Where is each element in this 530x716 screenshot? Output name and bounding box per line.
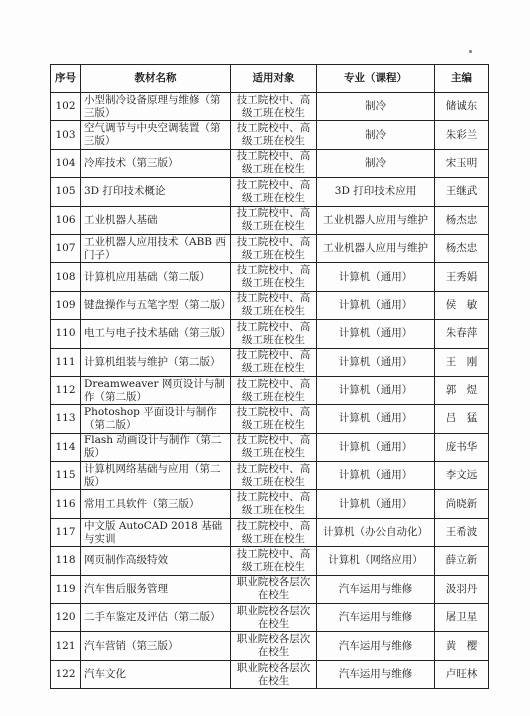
target-audience: 技工院校中、高级工班在校生: [231, 348, 317, 376]
table-row: [51, 263, 489, 291]
table-row: [51, 433, 489, 461]
table-row: [51, 234, 489, 262]
textbook-name: 冷库技术（第三版）: [81, 149, 231, 177]
chief-editor: 王秀娟: [435, 263, 489, 291]
row-number: 114: [51, 433, 81, 461]
table-body: [51, 93, 489, 689]
chief-editor: 吕 猛: [435, 405, 489, 433]
textbook-name: 小型制冷设备原理与维修（第三版）: [81, 93, 231, 121]
row-number: 110: [51, 320, 81, 348]
major-course: 计算机（通用）: [317, 433, 435, 461]
header-no: 序号: [51, 65, 81, 93]
target-audience: 职业院校各层次在校生: [231, 604, 317, 632]
target-audience: 技工院校中、高级工班在校生: [231, 291, 317, 319]
textbook-name: 常用工具软件（第三版）: [81, 490, 231, 518]
textbook-name: 键盘操作与五笔字型（第二版）: [81, 291, 231, 319]
row-number: 117: [51, 518, 81, 546]
major-course: 计算机（网络应用）: [317, 547, 435, 575]
table-row: [51, 632, 489, 660]
chief-editor: 薛立新: [435, 547, 489, 575]
target-audience: 职业院校各层次在校生: [231, 575, 317, 603]
chief-editor: 朱春萍: [435, 320, 489, 348]
table-row: [51, 547, 489, 575]
major-course: 计算机（通用）: [317, 462, 435, 490]
row-number: 102: [51, 93, 81, 121]
table-row: [51, 490, 489, 518]
major-course: 制冷: [317, 121, 435, 149]
row-number: 122: [51, 660, 81, 688]
row-number: 104: [51, 149, 81, 177]
target-audience: 技工院校中、高级工班在校生: [231, 462, 317, 490]
target-audience: 技工院校中、高级工班在校生: [231, 206, 317, 234]
major-course: 计算机（通用）: [317, 263, 435, 291]
header-major: 专业（课程）: [317, 65, 435, 93]
textbook-table: [50, 64, 489, 689]
table-row: [51, 660, 489, 688]
row-number: 116: [51, 490, 81, 518]
target-audience: 技工院校中、高级工班在校生: [231, 376, 317, 404]
target-audience: 技工院校中、高级工班在校生: [231, 263, 317, 291]
row-number: 112: [51, 376, 81, 404]
target-audience: 职业院校各层次在校生: [231, 660, 317, 688]
row-number: 115: [51, 462, 81, 490]
target-audience: 技工院校中、高级工班在校生: [231, 547, 317, 575]
row-number: 113: [51, 405, 81, 433]
textbook-name: 工业机器人应用技术（ABB 西门子）: [81, 234, 231, 262]
major-course: 工业机器人应用与维护: [317, 206, 435, 234]
row-number: 119: [51, 575, 81, 603]
row-number: 108: [51, 263, 81, 291]
target-audience: 职业院校各层次在校生: [231, 632, 317, 660]
chief-editor: 王希波: [435, 518, 489, 546]
textbook-name: 计算机网络基础与应用（第二版）: [81, 462, 231, 490]
header-target: 适用对象: [231, 65, 317, 93]
textbook-name: 汽车售后服务管理: [81, 575, 231, 603]
major-course: 工业机器人应用与维护: [317, 234, 435, 262]
chief-editor: 屠卫星: [435, 604, 489, 632]
textbook-name: 工业机器人基础: [81, 206, 231, 234]
textbook-name: 二手车鉴定及评估（第二版）: [81, 604, 231, 632]
major-course: 制冷: [317, 93, 435, 121]
textbook-name: Flash 动画设计与制作（第二版）: [81, 433, 231, 461]
chief-editor: 杨杰忠: [435, 206, 489, 234]
major-course: 计算机（通用）: [317, 405, 435, 433]
chief-editor: 侯 敏: [435, 291, 489, 319]
major-course: 汽车运用与维修: [317, 604, 435, 632]
chief-editor: 宋玉明: [435, 149, 489, 177]
major-course: 3D 打印技术应用: [317, 178, 435, 206]
chief-editor: 李文远: [435, 462, 489, 490]
textbook-name: Photoshop 平面设计与制作（第二版）: [81, 405, 231, 433]
table-row: [51, 121, 489, 149]
textbook-name: 计算机应用基础（第二版）: [81, 263, 231, 291]
textbook-name: 计算机组装与维护（第二版）: [81, 348, 231, 376]
target-audience: 技工院校中、高级工班在校生: [231, 234, 317, 262]
textbook-name: 汽车营销（第三版）: [81, 632, 231, 660]
textbook-name: 网页制作高级特效: [81, 547, 231, 575]
target-audience: 技工院校中、高级工班在校生: [231, 405, 317, 433]
row-number: 103: [51, 121, 81, 149]
table-row: [51, 376, 489, 404]
major-course: 计算机（通用）: [317, 490, 435, 518]
table-row: [51, 604, 489, 632]
major-course: 计算机（通用）: [317, 291, 435, 319]
chief-editor: 卢旺林: [435, 660, 489, 688]
table-row: [51, 405, 489, 433]
chief-editor: 储诚东: [435, 93, 489, 121]
major-course: 制冷: [317, 149, 435, 177]
target-audience: 技工院校中、高级工班在校生: [231, 433, 317, 461]
table-row: [51, 93, 489, 121]
row-number: 121: [51, 632, 81, 660]
chief-editor: 王 刚: [435, 348, 489, 376]
textbook-name: 电工与电子技术基础（第三版）: [81, 320, 231, 348]
chief-editor: 尚晓新: [435, 490, 489, 518]
textbook-name: 3D 打印技术概论: [81, 178, 231, 206]
row-number: 105: [51, 178, 81, 206]
chief-editor: 汲羽丹: [435, 575, 489, 603]
row-number: 111: [51, 348, 81, 376]
table-row: [51, 206, 489, 234]
row-number: 107: [51, 234, 81, 262]
textbook-name: 汽车文化: [81, 660, 231, 688]
row-number: 118: [51, 547, 81, 575]
major-course: 汽车运用与维修: [317, 660, 435, 688]
target-audience: 技工院校中、高级工班在校生: [231, 518, 317, 546]
table-row: [51, 320, 489, 348]
chief-editor: 黄 樱: [435, 632, 489, 660]
scan-mark: [469, 50, 472, 53]
table-row: [51, 291, 489, 319]
chief-editor: 王继武: [435, 178, 489, 206]
target-audience: 技工院校中、高级工班在校生: [231, 149, 317, 177]
target-audience: 技工院校中、高级工班在校生: [231, 121, 317, 149]
chief-editor: 庞书华: [435, 433, 489, 461]
table-row: [51, 348, 489, 376]
row-number: 120: [51, 604, 81, 632]
textbook-name: 中文版 AutoCAD 2018 基础与实训: [81, 518, 231, 546]
row-number: 109: [51, 291, 81, 319]
target-audience: 技工院校中、高级工班在校生: [231, 178, 317, 206]
table-row: [51, 462, 489, 490]
header-name: 教材名称: [81, 65, 231, 93]
textbook-name: Dreamweaver 网页设计与制作（第二版）: [81, 376, 231, 404]
table-row: [51, 518, 489, 546]
chief-editor: 郭 煜: [435, 376, 489, 404]
major-course: 计算机（通用）: [317, 320, 435, 348]
header-editor: 主编: [435, 65, 489, 93]
chief-editor: 朱彩兰: [435, 121, 489, 149]
table-row: [51, 149, 489, 177]
major-course: 计算机（通用）: [317, 376, 435, 404]
target-audience: 技工院校中、高级工班在校生: [231, 320, 317, 348]
table-row: [51, 575, 489, 603]
textbook-name: 空气调节与中央空调装置（第三版）: [81, 121, 231, 149]
target-audience: 技工院校中、高级工班在校生: [231, 490, 317, 518]
table-row: [51, 178, 489, 206]
target-audience: 技工院校中、高级工班在校生: [231, 93, 317, 121]
chief-editor: 杨杰忠: [435, 234, 489, 262]
major-course: 计算机（办公自动化）: [317, 518, 435, 546]
major-course: 计算机（通用）: [317, 348, 435, 376]
major-course: 汽车运用与维修: [317, 632, 435, 660]
table-header-row: [51, 65, 489, 93]
major-course: 汽车运用与维修: [317, 575, 435, 603]
row-number: 106: [51, 206, 81, 234]
